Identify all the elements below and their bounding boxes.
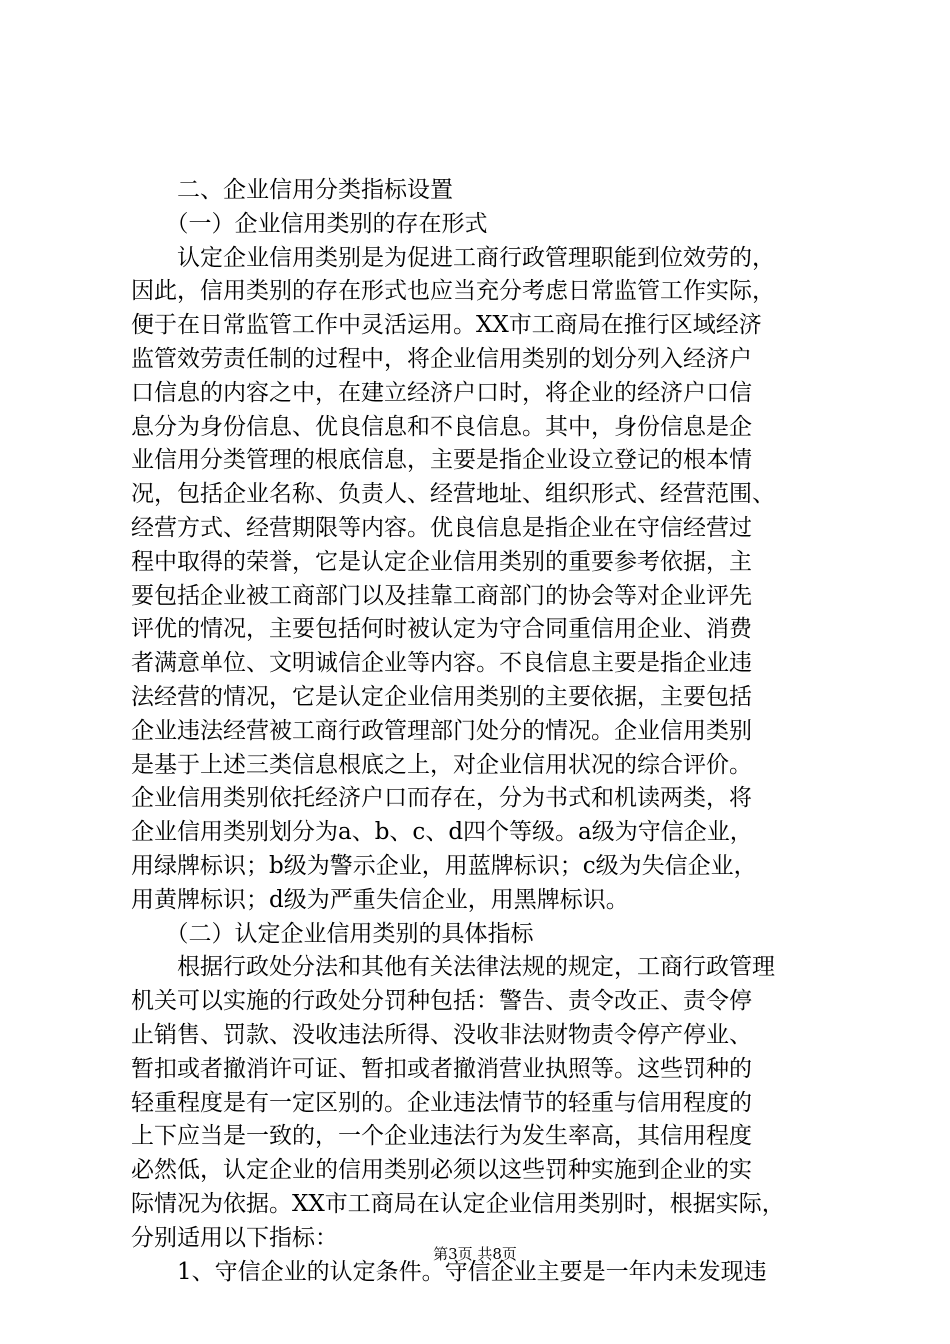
body-line: 法经营的情况，它是认定企业信用类别的主要依据，主要包括 (131, 683, 752, 710)
body-line: 企业信用类别划分为a、b、c、d四个等级。a级为守信企业， (131, 819, 753, 846)
body-line: 息分为身份信息、优良信息和不良信息。其中，身份信息是企 (131, 413, 752, 440)
body-line: （一）企业信用类别的存在形式 (131, 210, 488, 237)
body-line: 况，包括企业名称、负责人、经营地址、组织形式、经营范围、 (131, 481, 775, 508)
body-line: 际情况为依据。XX市工商局在认定企业信用类别时，根据实际， (131, 1190, 785, 1217)
body-line: 用绿牌标识；b级为警示企业，用蓝牌标识；c级为失信企业， (131, 852, 757, 879)
body-line: （二）认定企业信用类别的具体指标 (131, 920, 534, 947)
body-line: 上下应当是一致的，一个企业违法行为发生率高，其信用程度 (131, 1123, 752, 1150)
document-body (131, 174, 831, 1289)
body-line: 必然低，认定企业的信用类别必须以这些罚种实施到企业的实 (131, 1157, 752, 1184)
body-line: 要包括企业被工商部门以及挂靠工商部门的协会等对企业评先 (131, 582, 752, 609)
body-line: 业信用分类管理的根底信息，主要是指企业设立登记的根本情 (131, 447, 752, 474)
body-line: 经营方式、经营期限等内容。优良信息是指企业在守信经营过 (131, 514, 752, 541)
body-line: 1、守信企业的认定条件。守信企业主要是一年内未发现违 (131, 1258, 767, 1285)
page-footer: 第3页 共8页 (433, 1245, 517, 1263)
body-line: 暂扣或者撤消许可证、暂扣或者撤消营业执照等。这些罚种的 (131, 1055, 752, 1082)
body-line: 便于在日常监管工作中灵活运用。XX市工商局在推行区域经济 (131, 312, 762, 339)
body-line: 评优的情况，主要包括何时被认定为守合同重信用企业、消费 (131, 616, 752, 643)
body-line: 因此，信用类别的存在形式也应当充分考虑日常监管工作实际， (131, 278, 775, 305)
body-line: 轻重程度是有一定区别的。企业违法情节的轻重与信用程度的 (131, 1089, 752, 1116)
body-line: 企业违法经营被工商行政管理部门处分的情况。企业信用类别 (131, 717, 752, 744)
body-line: 企业信用类别依托经济户口而存在，分为书式和机读两类，将 (131, 785, 752, 812)
body-line: 止销售、罚款、没收违法所得、没收非法财物责令停产停业、 (131, 1021, 752, 1048)
body-line: 机关可以实施的行政处分罚种包括：警告、责令改正、责令停 (131, 988, 752, 1015)
body-line: 分别适用以下指标： (131, 1224, 338, 1251)
body-line: 口信息的内容之中，在建立经济户口时，将企业的经济户口信 (131, 379, 752, 406)
body-line: 是基于上述三类信息根底之上，对企业信用状况的综合评价。 (131, 751, 752, 778)
body-line: 根据行政处分法和其他有关法律法规的规定，工商行政管理 (131, 954, 775, 981)
body-line: 二、企业信用分类指标设置 (131, 177, 453, 203)
body-line: 用黄牌标识；d级为严重失信企业，用黑牌标识。 (131, 886, 629, 913)
body-line: 者满意单位、文明诚信企业等内容。不良信息主要是指企业违 (131, 650, 752, 677)
body-line: 程中取得的荣誉，它是认定企业信用类别的重要参考依据，主 (131, 548, 752, 575)
body-line: 认定企业信用类别是为促进工商行政管理职能到位效劳的， (131, 244, 775, 271)
body-line: 监管效劳责任制的过程中，将企业信用类别的划分列入经济户 (131, 345, 752, 372)
